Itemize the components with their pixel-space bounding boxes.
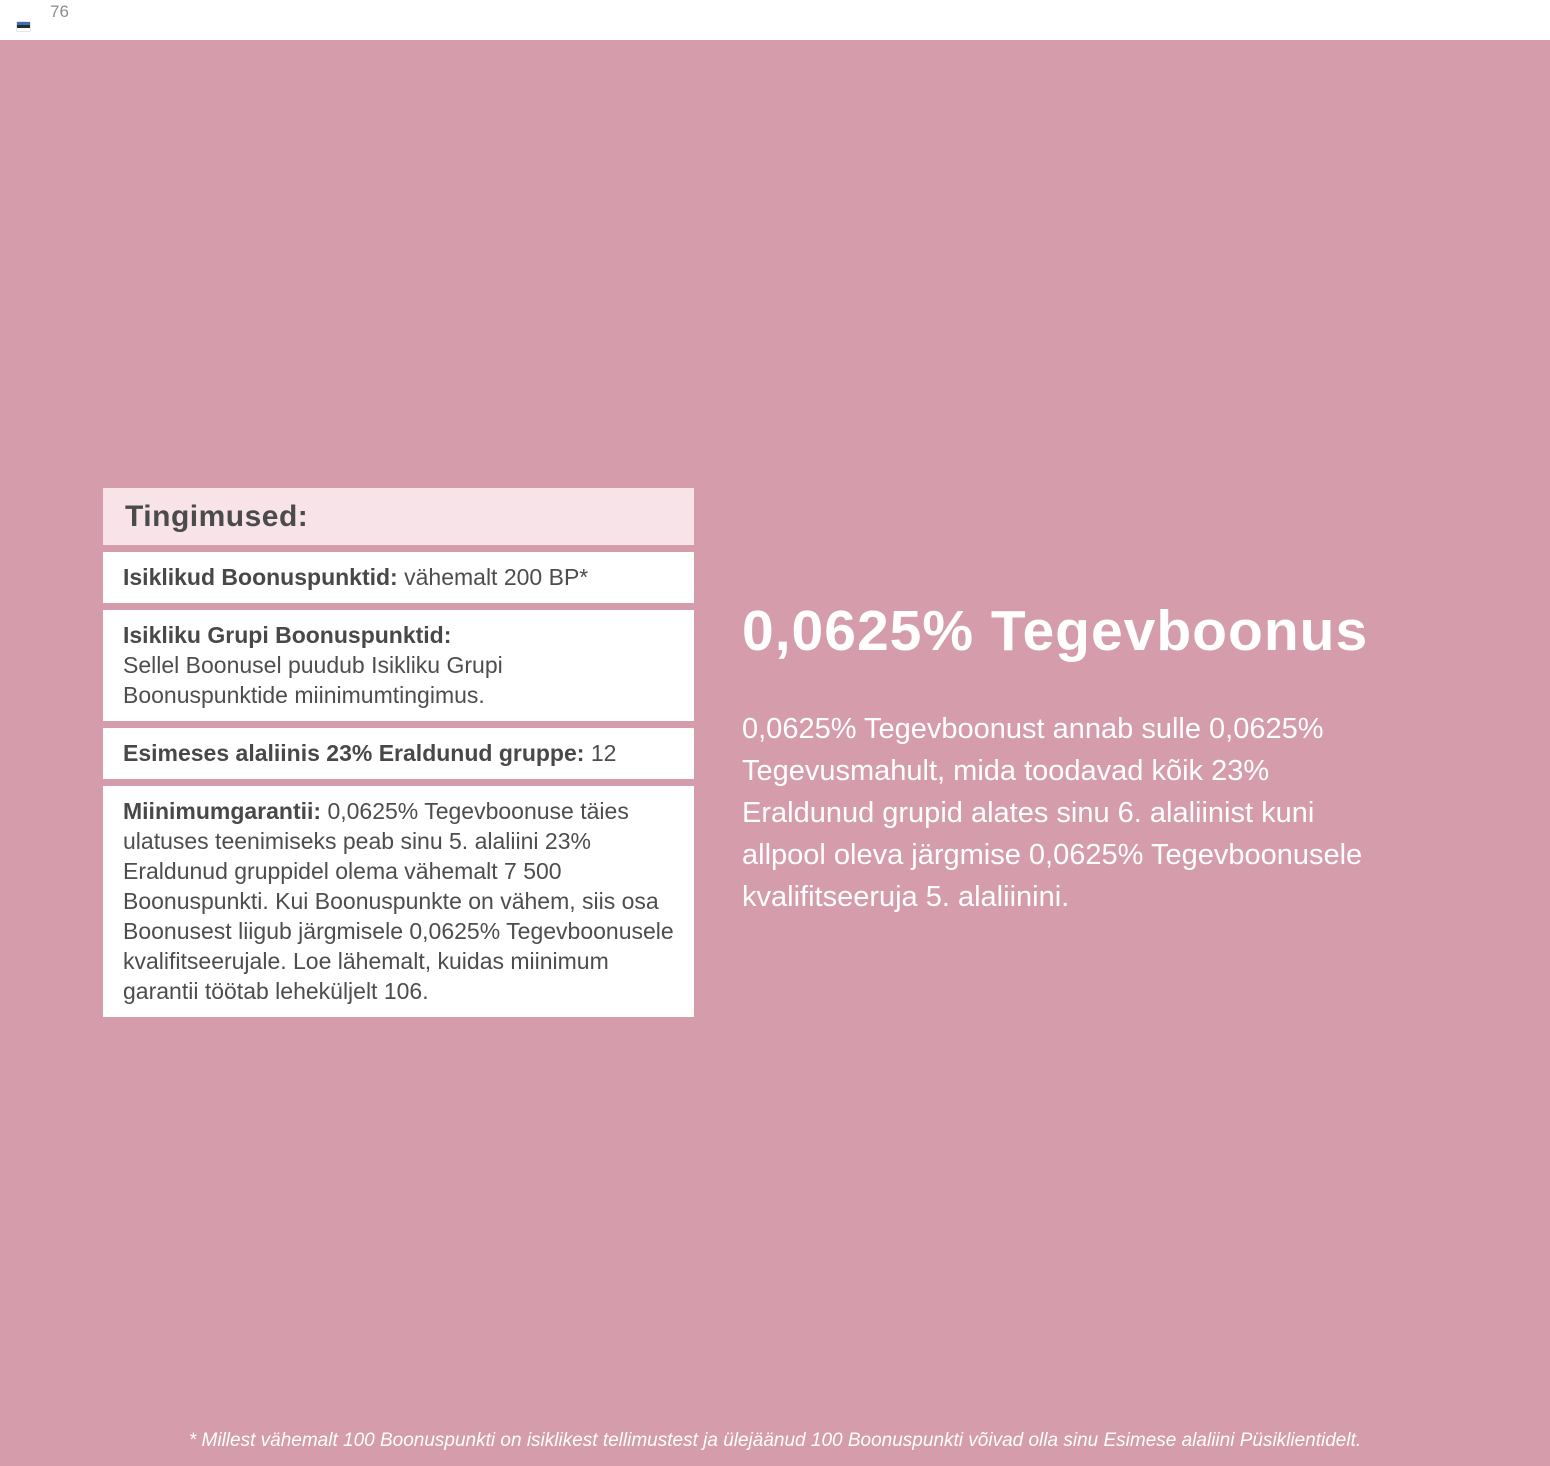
page-number: 76: [50, 2, 69, 21]
bonus-title: 0,0625% Tegevboonus: [742, 599, 1369, 663]
condition-value: Sellel Boonusel puudub Isikliku Grupi Boonuspunktide miinimumtingimus.: [123, 652, 503, 708]
condition-label: Isiklikud Boonuspunktid:: [123, 564, 398, 590]
condition-label: Miinimumgarantii:: [123, 798, 322, 824]
condition-value: vähemalt 200 BP*: [397, 564, 589, 590]
estonia-flag-icon: [17, 22, 30, 31]
conditions-card-header: [103, 488, 694, 545]
bonus-description: 0,0625% Tegevboonust annab sulle 0,0625% Tegevusmahult, mida toodavad kõik 23% Eraldunud grupid alates sinu 6. alaliinist kuni allpool oleva järgmise 0,0625% Tegevboonusele kvalifitseeruja 5. alaliinini.: [742, 713, 1363, 913]
condition-value: 12: [584, 740, 617, 766]
conditions-card: [103, 488, 694, 1024]
condition-row-personal-bp: [103, 552, 694, 603]
condition-label: Isikliku Grupi Boonuspunktid:: [123, 622, 452, 648]
condition-row-group-bp: [103, 610, 694, 721]
condition-row-minimum-guarantee: [103, 786, 694, 1017]
conditions-title: Tingimused:: [125, 499, 309, 533]
footnote: * Millest vähemalt 100 Boonuspunkti on isiklikest tellimustest ja ülejäänud 100 Boonuspunkti võivad olla sinu Esimese alaliini Püsiklientidelt.: [188, 1430, 1362, 1451]
condition-label: Esimeses alaliinis 23% Eraldunud gruppe:: [123, 740, 585, 766]
condition-value: 0,0625% Tegevboonuse täies ulatuses teenimiseks peab sinu 5. alaliini 23% Eraldunud gruppidel olema vähemalt 7 500 Boonuspunkti. Kui Boonuspunkte on vähem, siis osa Boonusest liigub järgmisele 0,0625% Tegevboonusele kvalifitseerujale. Loe lähemalt, kuidas miinimum garantii töötab leheküljelt 106.: [123, 798, 674, 1004]
flag-stripe-white: [17, 28, 30, 31]
content-area: [0, 40, 1550, 1466]
condition-row-detached-groups: [103, 728, 694, 779]
